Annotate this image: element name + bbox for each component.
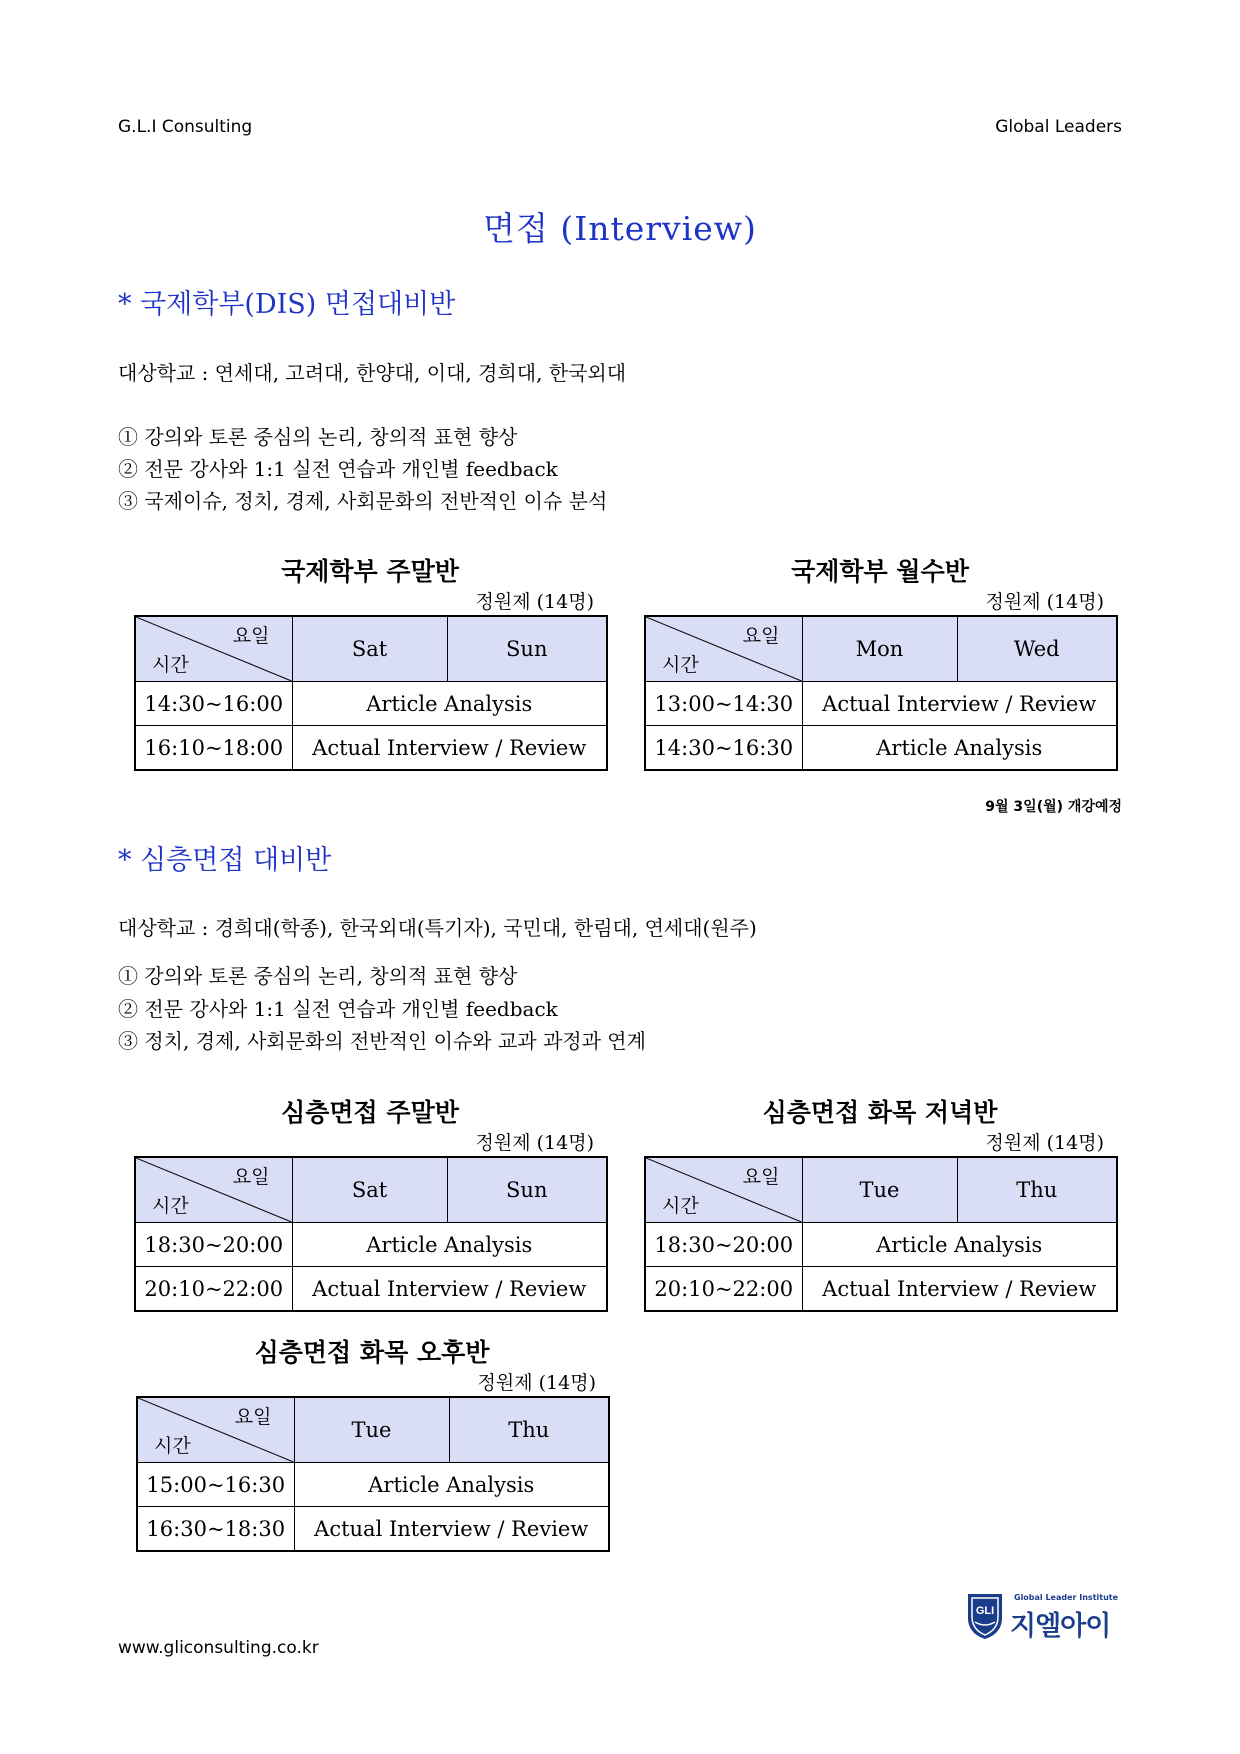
- corner-day-label: 요일: [232, 1166, 270, 1188]
- schedule-table: [134, 615, 608, 771]
- corner-day-label: 요일: [742, 625, 780, 647]
- schedule-table: [644, 1156, 1118, 1312]
- section1-heading: * 국제학부(DIS) 면접대비반: [118, 289, 456, 320]
- time-cell: 15:00~16:30: [137, 1463, 294, 1507]
- day-header: Tue: [802, 1157, 957, 1223]
- schedule-capacity: 정원제 (14명): [985, 591, 1104, 613]
- footer-url: www.gliconsulting.co.kr: [118, 1638, 319, 1658]
- gli-logo: [966, 1592, 1119, 1644]
- schedule-table: [134, 1156, 608, 1312]
- table-row: [645, 682, 1117, 726]
- table-row: [645, 1223, 1117, 1267]
- schedule-block: [134, 1096, 606, 1312]
- schedule-block: [134, 555, 606, 771]
- schedule-table: [644, 615, 1118, 771]
- content-cell: Actual Interview / Review: [802, 682, 1117, 726]
- day-header: Sat: [292, 616, 447, 682]
- section2-point-1: ① 강의와 토론 중심의 논리, 창의적 표현 향상: [118, 964, 518, 988]
- corner-day-label: 요일: [232, 625, 270, 647]
- corner-cell: [135, 1157, 292, 1223]
- corner-time-label: 시간: [152, 1195, 189, 1217]
- content-cell: Article Analysis: [802, 1223, 1117, 1267]
- corner-time-label: 시간: [662, 654, 699, 676]
- corner-day-label: 요일: [234, 1406, 272, 1428]
- content-cell: Actual Interview / Review: [292, 726, 607, 771]
- schedule-title: 국제학부 주말반: [281, 557, 459, 586]
- schedule-title: 심층면접 화목 오후반: [254, 1338, 490, 1367]
- time-cell: 20:10~22:00: [135, 1267, 292, 1312]
- logo-institute: Global Leader Institute: [1014, 1593, 1119, 1602]
- content-cell: Article Analysis: [292, 682, 607, 726]
- header-right: Global Leaders: [995, 117, 1122, 137]
- content-cell: Article Analysis: [802, 726, 1117, 771]
- shield-icon: [966, 1592, 1004, 1640]
- section1-point-2: ② 전문 강사와 1:1 실전 연습과 개인별 feedback: [118, 457, 558, 481]
- table-row: [135, 1267, 607, 1312]
- content-cell: Actual Interview / Review: [292, 1267, 607, 1312]
- time-cell: 14:30~16:30: [645, 726, 802, 771]
- section2-target: 대상학교 : 경희대(학종), 한국외대(특기자), 국민대, 한림대, 연세대(원주): [118, 916, 757, 940]
- schedule-block: [644, 555, 1116, 771]
- day-header: Sat: [292, 1157, 447, 1223]
- time-cell: 13:00~14:30: [645, 682, 802, 726]
- schedule-block: [644, 1096, 1116, 1312]
- schedule-table: [136, 1396, 610, 1552]
- section1-point-1: ① 강의와 토론 중심의 논리, 창의적 표현 향상: [118, 425, 518, 449]
- schedule-title: 국제학부 월수반: [791, 557, 969, 586]
- table-row: [135, 682, 607, 726]
- time-cell: 16:10~18:00: [135, 726, 292, 771]
- content-cell: Actual Interview / Review: [802, 1267, 1117, 1312]
- opening-note: 9월 3일(월) 개강예정: [985, 799, 1122, 815]
- content-cell: Article Analysis: [292, 1223, 607, 1267]
- time-cell: 18:30~20:00: [645, 1223, 802, 1267]
- corner-time-label: 시간: [152, 654, 189, 676]
- table-row: [645, 1267, 1117, 1312]
- logo-name: 지엘아이: [1010, 1611, 1111, 1642]
- time-cell: 18:30~20:00: [135, 1223, 292, 1267]
- header-left: G.L.I Consulting: [118, 117, 253, 137]
- day-header: Thu: [957, 1157, 1117, 1223]
- page-title: 면접 (Interview): [483, 209, 757, 248]
- table-row: [135, 1223, 607, 1267]
- schedule-title: 심층면접 화목 저녁반: [762, 1098, 998, 1127]
- time-cell: 16:30~18:30: [137, 1507, 294, 1552]
- section1-target: 대상학교 : 연세대, 고려대, 한양대, 이대, 경희대, 한국외대: [118, 361, 627, 385]
- corner-cell: [645, 1157, 802, 1223]
- corner-time-label: 시간: [154, 1435, 191, 1457]
- schedule-capacity: 정원제 (14명): [475, 1132, 594, 1154]
- schedule-capacity: 정원제 (14명): [477, 1372, 596, 1394]
- day-header: Thu: [449, 1397, 609, 1463]
- corner-cell: [645, 616, 802, 682]
- time-cell: 14:30~16:00: [135, 682, 292, 726]
- section2-point-2: ② 전문 강사와 1:1 실전 연습과 개인별 feedback: [118, 997, 558, 1021]
- content-cell: Actual Interview / Review: [294, 1507, 609, 1552]
- day-header: Wed: [957, 616, 1117, 682]
- schedule-capacity: 정원제 (14명): [985, 1132, 1104, 1154]
- section2-heading: * 심층면접 대비반: [118, 845, 332, 876]
- table-row: [645, 726, 1117, 771]
- schedule-block: [136, 1336, 608, 1552]
- day-header: Tue: [294, 1397, 449, 1463]
- time-cell: 20:10~22:00: [645, 1267, 802, 1312]
- corner-cell: [135, 616, 292, 682]
- table-row: [137, 1463, 609, 1507]
- corner-time-label: 시간: [662, 1195, 699, 1217]
- corner-cell: [137, 1397, 294, 1463]
- corner-day-label: 요일: [742, 1166, 780, 1188]
- day-header: Sun: [447, 616, 607, 682]
- schedule-title: 심층면접 주말반: [281, 1098, 459, 1127]
- day-header: Mon: [802, 616, 957, 682]
- content-cell: Article Analysis: [294, 1463, 609, 1507]
- section1-point-3: ③ 국제이슈, 정치, 경제, 사회문화의 전반적인 이슈 분석: [118, 489, 608, 513]
- table-row: [137, 1507, 609, 1552]
- schedule-capacity: 정원제 (14명): [475, 591, 594, 613]
- section2-point-3: ③ 정치, 경제, 사회문화의 전반적인 이슈와 교과 과정과 연계: [118, 1029, 646, 1053]
- logo-mark-text: GLI: [975, 1605, 995, 1617]
- day-header: Sun: [447, 1157, 607, 1223]
- table-row: [135, 726, 607, 771]
